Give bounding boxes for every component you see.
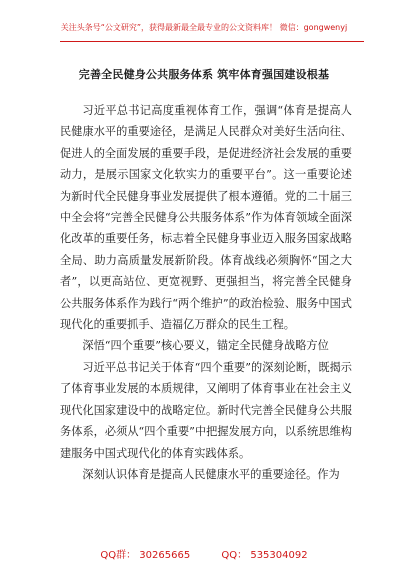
section-heading: 深悟“四个重要”核心要义，锚定全民健身战略方位	[82, 339, 329, 353]
document-body	[60, 100, 352, 485]
header-divider	[60, 41, 364, 42]
document-title: 完善全民健身公共服务体系 筑牢体育强国建设根基	[78, 68, 330, 81]
body-paragraph: 习近平总书记关于体育“四个重要”的深刻论断，既揭示了体育事业发展的本质规律，又阐明了体育事业在社会主义现代化国家建设中的战略定位。新时代完善全民健身公共服务体系，必须从“四个重要”中把握发展方向，以系统思维构建服务中国式现代化的体育实践体系。	[60, 360, 352, 460]
footer-contact	[0, 546, 408, 561]
body-paragraph: 深刻认识体育是提高人民健康水平的重要途径。作为	[82, 467, 340, 481]
header-promo-banner: 关注头条号“公文研究”，获得最新最全最专业的公文资料库！ 微信：gongwenyj	[60, 23, 348, 32]
footer-qq-group: QQ群： 30265665	[100, 550, 191, 561]
body-paragraph: 习近平总书记高度重视体育工作，强调“体育是提高人民健康水平的重要途径，是满足人民群众对美好生活向往、促进人的全面发展的重要手段，是促进经济社会发展的重要动力，是展示国家文化软实力的重要平台”。这一重要论述为新时代全民健身事业发展提供了根本遵循。党的二十届三中全会将“完善全民健身公共服务体系”作为体育领域全面深化改革的重要任务，标志着全民健身事业迈入服务国家战略全局、助力高质量发展新阶段。体育战线必须胸怀“国之大者”，以更高站位、更宽视野、更强担当，将完善全民健身公共服务体系作为践行“两个维护”的政治检验、服务中国式现代化的重要抓手、造福亿万群众的民生工程。	[60, 104, 352, 332]
footer-qq-number: QQ： 535304092	[221, 550, 308, 561]
